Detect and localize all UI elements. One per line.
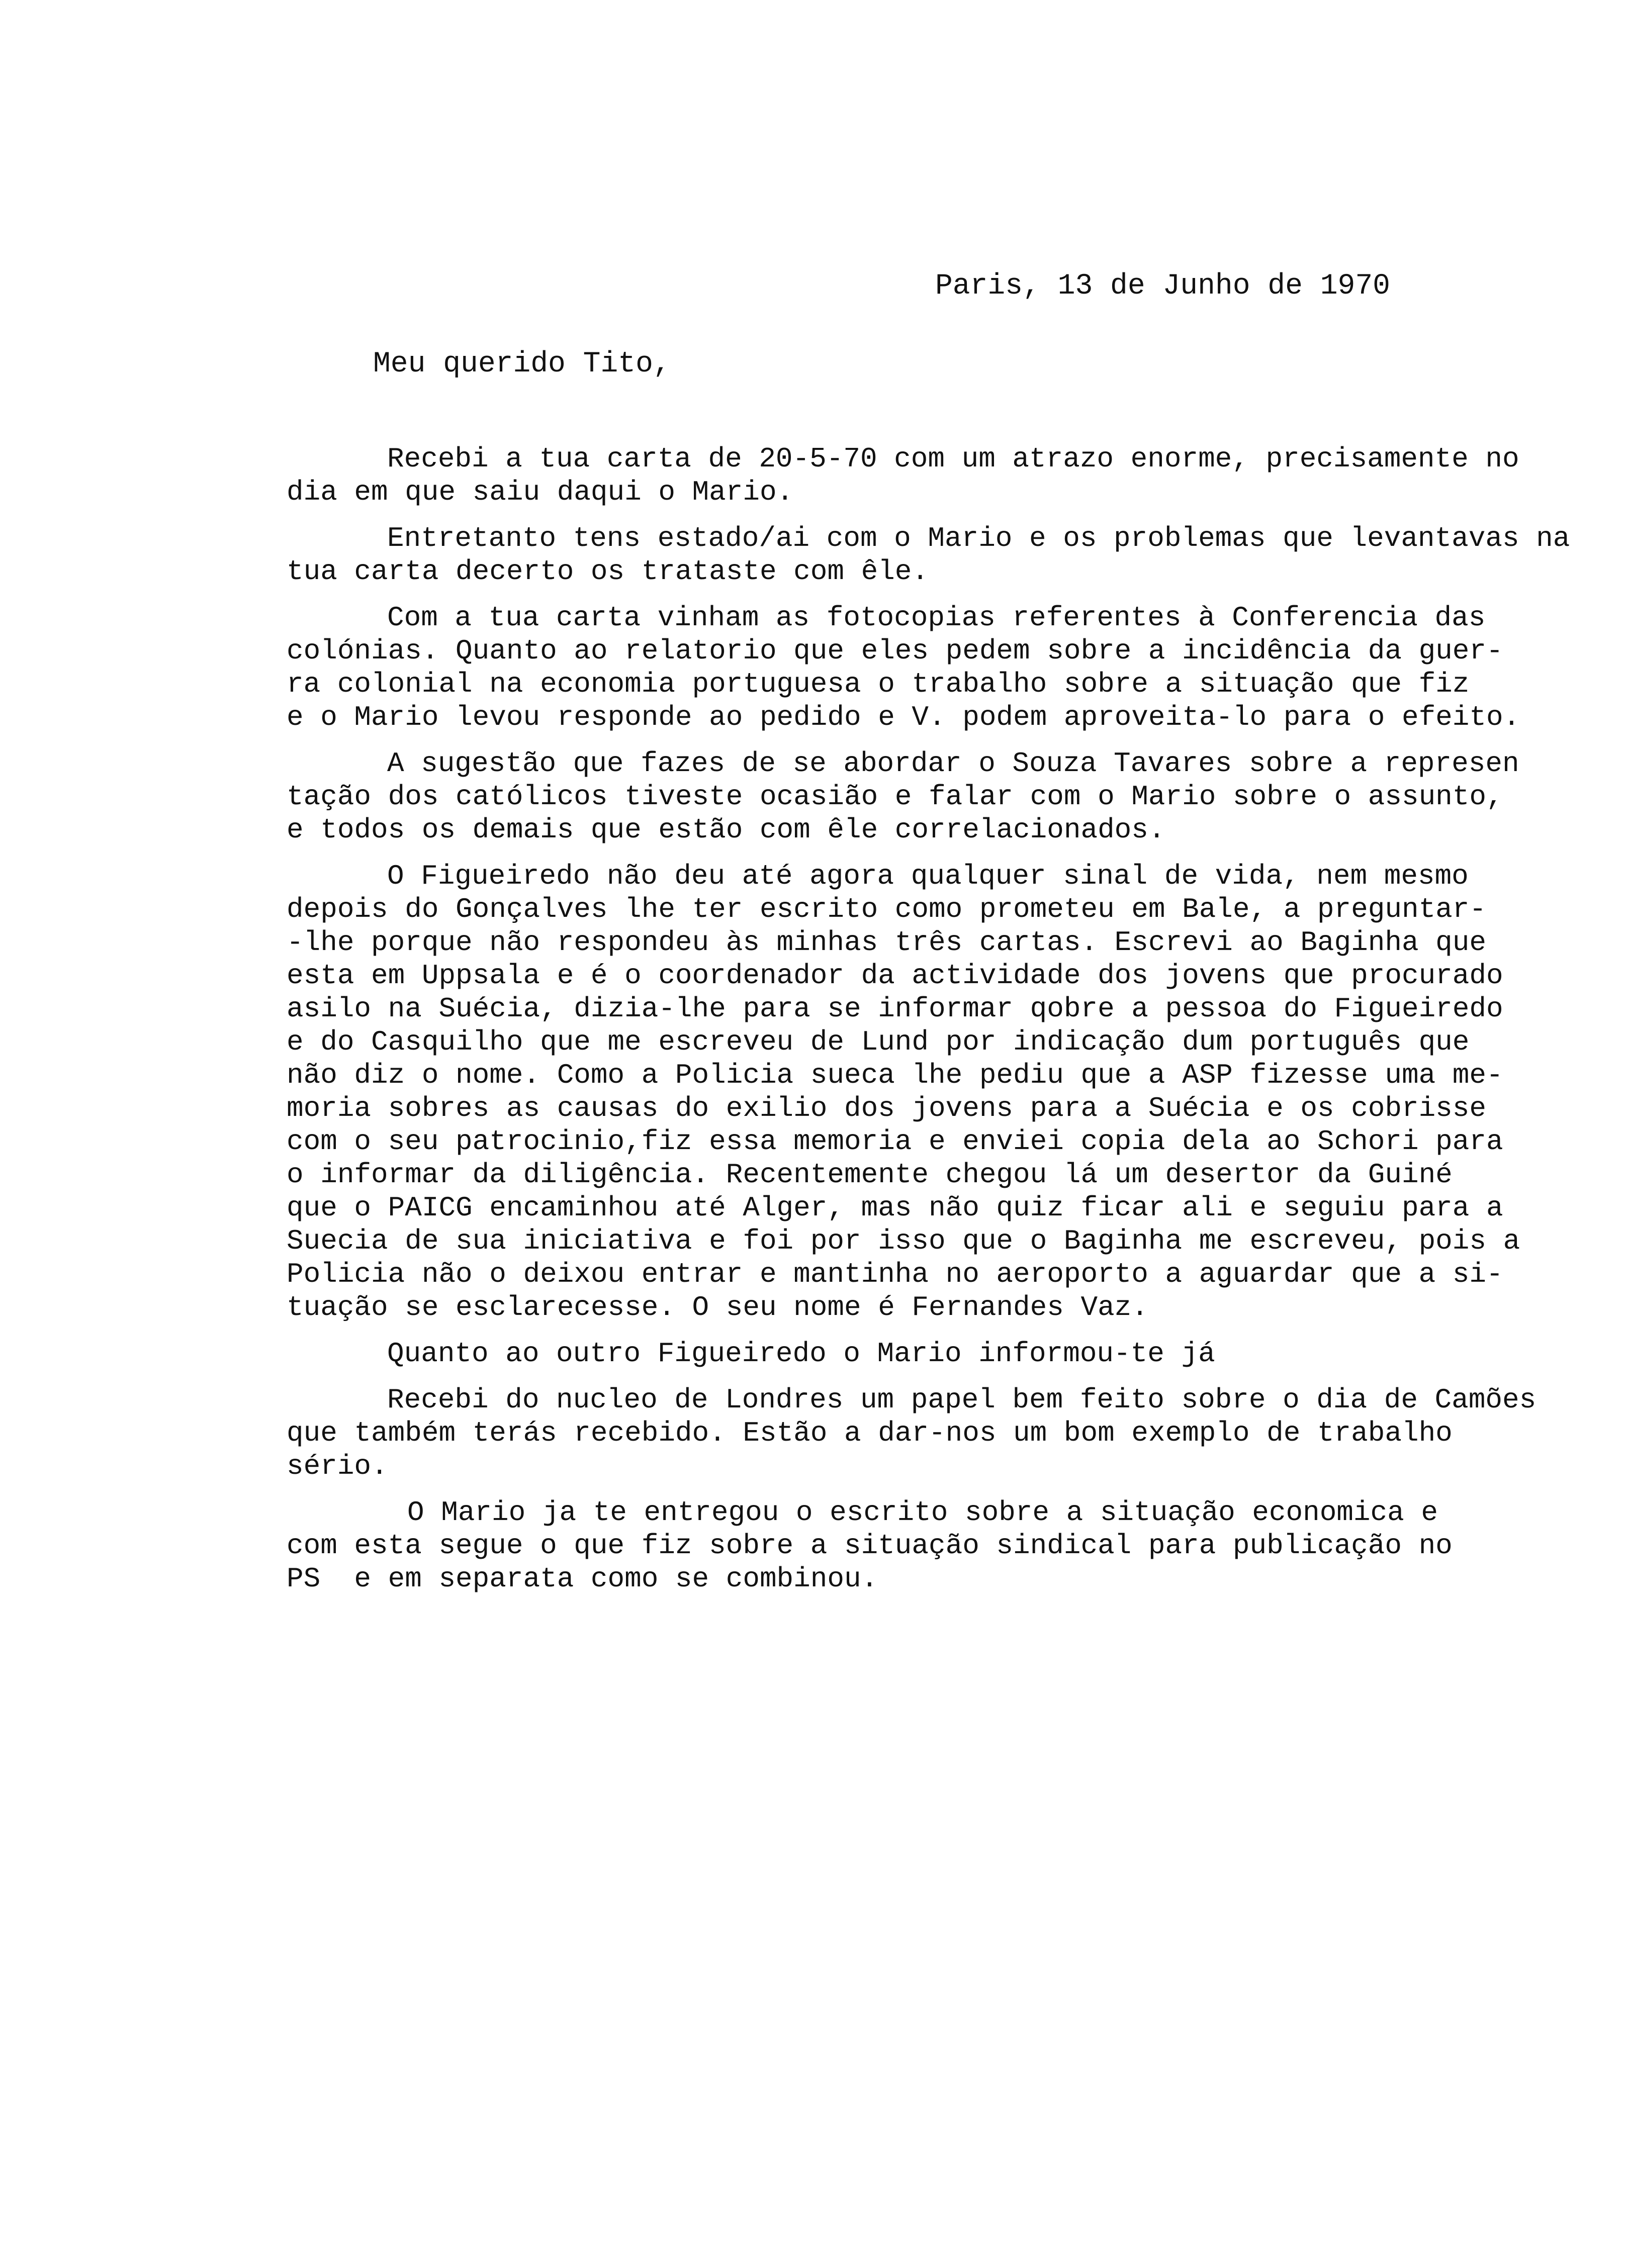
- text-line: Policia não o deixou entrar e mantinha no aeroporto a aguardar que a si-: [287, 1258, 1503, 1290]
- text-line: dia em que saiu daqui o Mario.: [287, 476, 794, 508]
- text-line: e o Mario levou responde ao pedido e V. podem aproveita-lo para o efeito.: [287, 701, 1520, 733]
- text-line: que o PAICG encaminhou até Alger, mas não quiz ficar ali e seguiu para a: [287, 1192, 1503, 1224]
- text-line: o informar da diligência. Recentemente chegou lá um desertor da Guiné: [287, 1159, 1453, 1191]
- letter-paragraph: [287, 747, 1574, 846]
- text-line: com o seu patrocinio,fiz essa memoria e enviei copia dela ao Schori para: [287, 1125, 1503, 1158]
- text-line: e todos os demais que estão com êle correlacionados.: [287, 814, 1165, 846]
- text-line: depois do Gonçalves lhe ter escrito como prometeu em Bale, a preguntar-: [287, 893, 1486, 925]
- text-line: e do Casquilho que me escreveu de Lund por indicação dum português que: [287, 1026, 1470, 1058]
- text-line: tação dos católicos tiveste ocasião e falar com o Mario sobre o assunto,: [287, 781, 1503, 813]
- letter-paragraph: [287, 442, 1574, 509]
- text-line: Recebi a tua carta de 20-5-70 com um atrazo enorme, precisamente no: [387, 443, 1519, 475]
- text-line: tuação se esclarecesse. O seu nome é Fernandes Vaz.: [287, 1291, 1148, 1324]
- text-line: com esta segue o que fiz sobre a situação sindical para publicação no: [287, 1530, 1453, 1562]
- text-line: PS e em separata como se combinou.: [287, 1563, 878, 1595]
- letter-paragraph: [287, 522, 1574, 588]
- letter-salutation: Meu querido Tito,: [373, 348, 671, 381]
- letter-paragraph: [287, 1383, 1574, 1483]
- text-line: tua carta decerto os trataste com êle.: [287, 555, 929, 588]
- letter-body: [287, 442, 1574, 1609]
- text-line: moria sobres as causas do exilio dos jovens para a Suécia e os cobrisse: [287, 1092, 1486, 1124]
- text-line: Com a tua carta vinham as fotocopias referentes à Conferencia das: [387, 602, 1486, 634]
- text-line: O Figueiredo não deu até agora qualquer sinal de vida, nem mesmo: [387, 860, 1469, 892]
- letter-paragraph: [287, 1496, 1574, 1595]
- text-line: asilo na Suécia, dizia-lhe para se informar qobre a pessoa do Figueiredo: [287, 993, 1503, 1025]
- letter-dateline: Paris, 13 de Junho de 1970: [935, 270, 1390, 303]
- text-line: esta em Uppsala e é o coordenador da actividade dos jovens que procurado: [287, 960, 1503, 992]
- text-line: Quanto ao outro Figueiredo o Mario informou-te já: [387, 1338, 1215, 1370]
- text-line: sério.: [287, 1450, 388, 1482]
- text-line: Entretanto tens estado/ai com o Mario e os problemas que levantavas na: [387, 522, 1570, 554]
- text-line: que também terás recebido. Estão a dar-nos um bom exemplo de trabalho: [287, 1417, 1453, 1449]
- text-line: A sugestão que fazes de se abordar o Souza Tavares sobre a represen: [387, 747, 1519, 780]
- letter-paragraph: [287, 601, 1574, 734]
- text-line: Recebi do nucleo de Londres um papel bem feito sobre o dia de Camões: [387, 1384, 1537, 1416]
- text-line: -lhe porque não respondeu às minhas três cartas. Escrevi ao Baginha que: [287, 926, 1486, 959]
- text-line: O Mario ja te entregou o escrito sobre a situação economica e: [407, 1496, 1438, 1529]
- text-line: ra colonial na economia portuguesa o trabalho sobre a situação que fiz: [287, 668, 1470, 700]
- text-line: Suecia de sua iniciativa e foi por isso que o Baginha me escreveu, pois a: [287, 1225, 1520, 1257]
- text-line: não diz o nome. Como a Policia sueca lhe pediu que a ASP fizesse uma me-: [287, 1059, 1503, 1091]
- letter-paragraph: [287, 1337, 1574, 1370]
- text-line: colónias. Quanto ao relatorio que eles pedem sobre a incidência da guer-: [287, 635, 1503, 667]
- letter-paragraph: [287, 860, 1574, 1324]
